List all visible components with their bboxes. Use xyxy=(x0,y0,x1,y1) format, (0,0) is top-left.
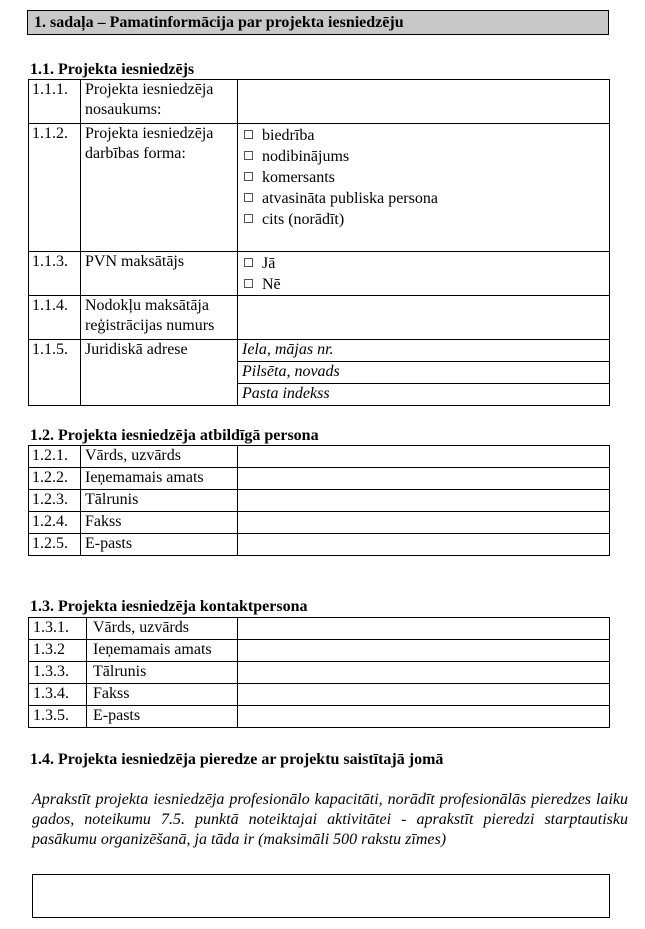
row-number: 1.3.1. xyxy=(29,618,87,640)
row-number: 1.2.1. xyxy=(29,446,81,468)
option-label: komersants xyxy=(262,169,335,186)
row-label: E-pasts xyxy=(81,534,238,556)
table-row xyxy=(29,296,610,340)
checkbox-icon[interactable] xyxy=(244,193,253,202)
option-label: Jā xyxy=(262,255,276,272)
checkbox-icon[interactable] xyxy=(244,172,253,181)
row-number: 1.3.2 xyxy=(29,640,87,662)
table-row xyxy=(29,124,610,252)
row-label: Juridiskā adrese xyxy=(81,340,238,406)
phone-field[interactable] xyxy=(238,490,610,512)
row-label: PVN maksātājs xyxy=(81,252,238,296)
section-1-3-heading: 1.3. Projekta iesniedzēja kontaktpersona xyxy=(30,598,308,615)
legal-form-options xyxy=(238,124,610,252)
name-field[interactable] xyxy=(238,446,610,468)
option-label: Nē xyxy=(262,276,281,293)
row-label: Projekta iesniedzēja nosaukums: xyxy=(81,80,238,124)
city-field[interactable]: Pilsēta, novads xyxy=(238,362,610,384)
row-label: Tālrunis xyxy=(87,662,238,684)
option-publiska-persona[interactable] xyxy=(242,188,605,209)
table-row xyxy=(29,340,610,362)
option-label: atvasināta publiska persona xyxy=(262,190,438,207)
table-row xyxy=(29,618,610,640)
tax-number-field[interactable] xyxy=(238,296,610,340)
table-row xyxy=(29,640,610,662)
row-number: 1.3.4. xyxy=(29,684,87,706)
table-row xyxy=(29,252,610,296)
position-field[interactable] xyxy=(238,640,610,662)
applicant-table xyxy=(28,79,610,406)
checkbox-icon[interactable] xyxy=(244,130,253,139)
row-number: 1.2.4. xyxy=(29,512,81,534)
row-number: 1.2.3. xyxy=(29,490,81,512)
option-label: nodibinājums xyxy=(262,148,350,165)
table-row xyxy=(29,662,610,684)
row-number: 1.2.2. xyxy=(29,468,81,490)
table-row xyxy=(29,706,610,728)
table-row xyxy=(29,468,610,490)
option-label: biedrība xyxy=(262,127,315,144)
table-row xyxy=(29,684,610,706)
table-row xyxy=(29,490,610,512)
section-1-4-heading: 1.4. Projekta iesniedzēja pieredze ar projektu saistītajā jomā xyxy=(30,751,444,768)
checkbox-icon[interactable] xyxy=(244,258,253,267)
option-cits[interactable] xyxy=(242,209,605,230)
email-field[interactable] xyxy=(238,534,610,556)
row-label: Fakss xyxy=(87,684,238,706)
row-label: Nodokļu maksātāja reģistrācijas numurs xyxy=(81,296,238,340)
section-title: 1. sadaļa – Pamatinformācija par projekta iesniedzēju xyxy=(27,10,609,35)
checkbox-icon[interactable] xyxy=(244,214,253,223)
row-number: 1.1.5. xyxy=(29,340,81,406)
vat-options xyxy=(238,252,610,296)
fax-field[interactable] xyxy=(238,684,610,706)
contact-person-table xyxy=(28,617,610,728)
street-field[interactable]: Iela, mājas nr. xyxy=(238,340,610,362)
checkbox-icon[interactable] xyxy=(244,279,253,288)
section-1-1-heading: 1.1. Projekta iesniedzējs xyxy=(30,61,195,78)
row-label: Vārds, uzvārds xyxy=(81,446,238,468)
row-number: 1.3.3. xyxy=(29,662,87,684)
table-row xyxy=(29,534,610,556)
email-field[interactable] xyxy=(238,706,610,728)
option-ja[interactable] xyxy=(242,253,605,274)
row-label: Fakss xyxy=(81,512,238,534)
section-1-2-heading: 1.2. Projekta iesniedzēja atbildīgā persona xyxy=(30,427,319,444)
phone-field[interactable] xyxy=(238,662,610,684)
row-number: 1.1.2. xyxy=(29,124,81,252)
fax-field[interactable] xyxy=(238,512,610,534)
position-field[interactable] xyxy=(238,468,610,490)
table-row xyxy=(29,446,610,468)
option-label: cits (norādīt) xyxy=(262,211,345,228)
row-number: 1.1.4. xyxy=(29,296,81,340)
table-row xyxy=(29,512,610,534)
experience-description: Aprakstīt projekta iesniedzēja profesionālo kapacitāti, norādīt profesionālās pieredzes laiku gados, noteikumu 7.5. punktā noteiktajai aktivitātei - aprakstīt pieredzi starptautisku pasākumu organizēšanā, ja tāda ir (maksimāli 500 rakstu zīmes) xyxy=(32,791,628,848)
option-komersants[interactable] xyxy=(242,167,605,188)
postal-code-field[interactable]: Pasta indekss xyxy=(238,384,610,406)
row-label: Vārds, uzvārds xyxy=(87,618,238,640)
option-ne[interactable] xyxy=(242,274,605,295)
row-number: 1.1.1. xyxy=(29,80,81,124)
row-label: Ieņemamais amats xyxy=(87,640,238,662)
option-biedriba[interactable] xyxy=(242,125,605,146)
table-row xyxy=(29,80,610,124)
name-field[interactable] xyxy=(238,618,610,640)
row-number: 1.2.5. xyxy=(29,534,81,556)
checkbox-icon[interactable] xyxy=(244,151,253,160)
responsible-person-table xyxy=(28,445,610,556)
row-number: 1.1.3. xyxy=(29,252,81,296)
applicant-name-field[interactable] xyxy=(238,80,610,124)
option-nodibinajums[interactable] xyxy=(242,146,605,167)
row-number: 1.3.5. xyxy=(29,706,87,728)
row-label: E-pasts xyxy=(87,706,238,728)
row-label: Ieņemamais amats xyxy=(81,468,238,490)
row-label: Projekta iesniedzēja darbības forma: xyxy=(81,124,238,252)
row-label: Tālrunis xyxy=(81,490,238,512)
experience-text-field[interactable] xyxy=(32,874,610,918)
